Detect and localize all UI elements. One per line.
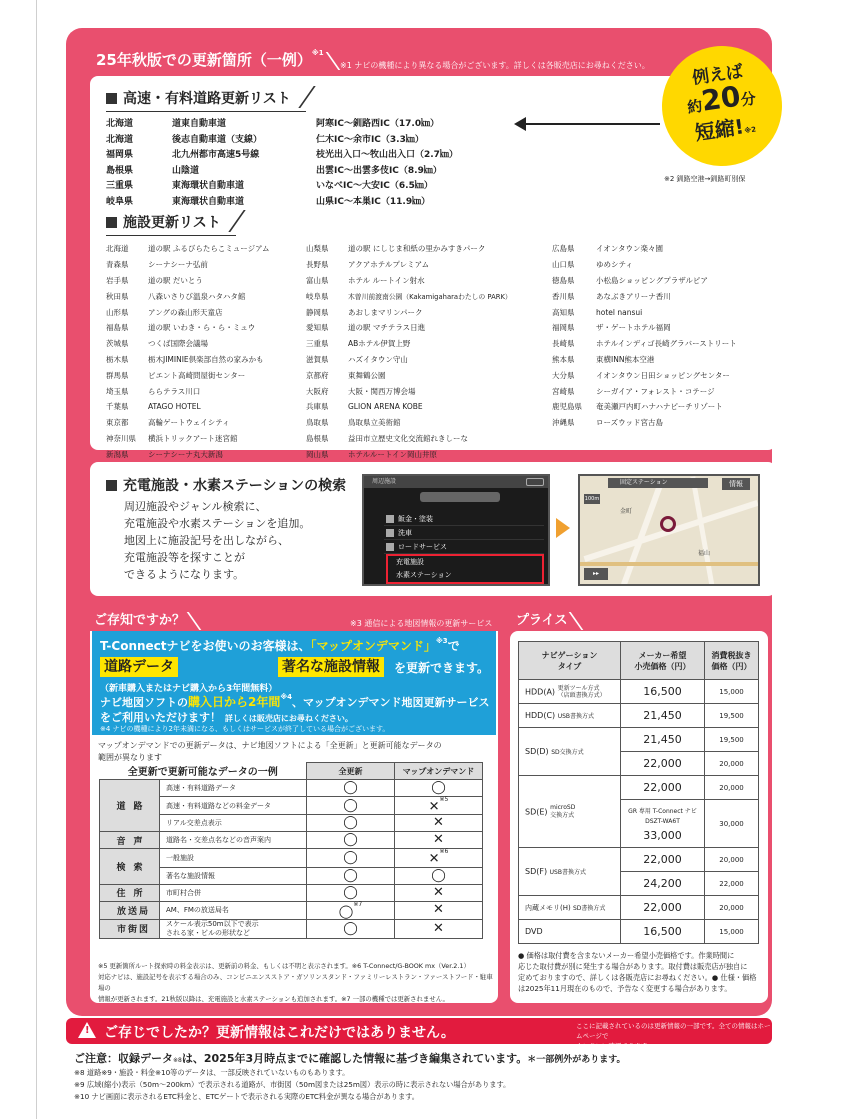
- table-row: 徳島県 小松島ショッピングプラザルピア: [552, 275, 708, 285]
- table-row: 山形県 アングの森山形天童店: [106, 307, 223, 317]
- note-2: ※2 釧路空港→釧路町別保: [664, 175, 746, 183]
- badge-line1: 例えば: [691, 61, 745, 89]
- screen-title-bar: 周辺施設: [364, 476, 548, 488]
- table-row: 愛知県 道の駅 マチテラス日進: [306, 323, 426, 333]
- facility-table-col2: [306, 241, 512, 462]
- table-row: 岐阜県 木曽川前渡南公園（Kakamigaharaわたしの PARK）: [306, 291, 512, 302]
- facility-table-col1: [106, 241, 270, 462]
- table-row: 市街図 スケール表示50m以下で表示 される家・ビルの形状など ◯ ✕: [100, 919, 483, 938]
- table-row: GR 専用 T-Connect ナビ DSZT-WA6T 33,000 30,000: [519, 800, 759, 848]
- table-row: リアル交差点表示 ◯ ✕: [100, 815, 483, 832]
- menu-icon: [386, 515, 394, 523]
- tconnect-line1: T-Connectナビをお使いのお客様は、「マップオンデマンド」$^{※3}$で: [100, 637, 460, 653]
- page-edge-line: [36, 0, 37, 1119]
- highlighted-menu: [386, 554, 544, 584]
- table-row: 滋賀県 ハズイタウン守山: [306, 354, 408, 364]
- table-row: 兵庫県 GLION ARENA KOBE: [306, 402, 423, 412]
- footnote-9: ※9 広域(縮小)表示（50m〜200km）で表示される道路が、市街図（50m図または25m図）表示の時に表示されない場合があります。: [74, 1080, 511, 1089]
- table-row: 住所 市町村合併 ◯ ✕: [100, 884, 483, 901]
- tconnect-line3: （新車購入またはナビ購入から3年間無料）: [100, 684, 278, 694]
- table-row: HDD(C) USB書換方式 21,450 19,500: [519, 704, 759, 728]
- table-row: 高知県 hotel nansui: [552, 307, 643, 317]
- badge-line3: 短縮!※2: [693, 114, 757, 145]
- table-row: 岐阜県 東海環状自動車道 山県IC～本巣IC（11.9㎞）: [106, 196, 431, 207]
- banner-side-text: ここに記載されているのは更新情報の一部です。全ての情報はホームページで カンタンに確認できます。 https://toyota.jp/dop/navisoft/update: [576, 1022, 771, 1060]
- table-row: 熊本県 東横INN熊本空港: [552, 354, 655, 364]
- table-row: 京都府 東舞鶴公園: [306, 370, 386, 380]
- menu-item-hydrogen: 水素ステーション: [396, 571, 452, 579]
- table-row: 長崎県 ホテルインディゴ長崎グラバーストリート: [552, 339, 737, 349]
- square-icon: [106, 93, 117, 104]
- table-row: 神奈川県 横浜トリックアート迷宮館: [106, 433, 238, 443]
- map-on-demand-explanation: マップオンデマンドでの更新データは、ナビ地図ソフトによる「全更新」と更新可能なデータの 範囲が異なります: [98, 741, 442, 762]
- table-row: 福岡県 ザ・ゲートホテル福岡: [552, 323, 671, 333]
- price-section-title: プライス: [516, 609, 577, 630]
- map-scale: 100m: [584, 496, 600, 502]
- menu-icon: [386, 529, 394, 537]
- update-title-text: 25年秋版での更新箇所（一例）: [96, 51, 312, 69]
- table-row: 新潟県 シーナシーナ丸大新潟: [106, 449, 223, 459]
- table-row: 放送局 AM、FMの放送局名 ◯$^{※7}$ ✕: [100, 901, 483, 919]
- note-1: ※1 ナビの機種により異なる場合がございます。詳しくは各販売店にお尋ねください。: [340, 61, 650, 70]
- note-3: ※3 通信による地図情報の更新サービス: [350, 619, 493, 628]
- tconnect-line6: ※4 ナビの機種により2年未満になる、もしくはサービスが終了している場合がございます。: [100, 725, 390, 733]
- price-footnotes: ● 価格は取付費を含まないメーカー希望小売価格です。作業時間に 応じた取付費が別に発生する場合があります。取付費は販売店が独自に 定めておりますので、詳しくは各販売店にお尋ねください。● 仕様・価格 は2025年11月現在のもので、予告なく変更する場合があります。: [518, 951, 757, 993]
- arrow-line: [520, 123, 660, 125]
- table-row: 内蔵メモリ(H) SD書換方式 22,000 20,000: [519, 896, 759, 920]
- table-row: 島根県 益田市立歴史文化交流館れきしーな: [306, 433, 468, 443]
- update-url-link[interactable]: カンタンに確認できます。 https://toyota.jp/dop/navisoft/update: [576, 1042, 696, 1060]
- table-row: 沖縄県 ローズウッド宮古島: [552, 418, 663, 428]
- menu-item: 洗車: [384, 526, 544, 540]
- table-row: 長野県 アクアホテルプレミアム: [306, 260, 430, 270]
- table-row: 茨城県 つくば国際会議場: [106, 339, 208, 349]
- map-button: ▸▸: [584, 568, 608, 580]
- tconnect-line4: ナビ地図ソフトの購入日から2年間$^{※4}$、マップオンデマンド地図更新サービス: [100, 693, 490, 709]
- table-row: 高速・有料道路などの料金データ ◯ ✕$^{※5}$: [100, 797, 483, 815]
- table-row: 富山県 ホテル ルートイン射水: [306, 275, 425, 285]
- nav-screen-menu: [362, 474, 550, 586]
- facility-heading-text: 施設更新リスト: [123, 215, 221, 231]
- cursor-icon: [660, 516, 676, 532]
- table-row: 山口県 ゆめシティ: [552, 260, 633, 270]
- caution-line: ご注意：収録データ※8は、2025年3月時点までに確認した情報に基づき編集されています。＊一部例外があります。: [74, 1052, 626, 1065]
- highlight-facility-info: 著名な施設情報: [278, 657, 384, 677]
- table-row: 秋田県 八森いさりび温泉ハタハタ館: [106, 291, 246, 301]
- table-row: 群馬県 ビエント高崎問屋街センター: [106, 370, 246, 380]
- highlight-road-data: 道路データ: [100, 657, 178, 677]
- table-row: 鳥取県 鳥取県立美術館: [306, 418, 401, 428]
- table-row: SD(D) SD交換方式 21,450 19,500: [519, 728, 759, 752]
- table-row: 24,200 22,000: [519, 872, 759, 896]
- table-row: 北海道 後志自動車道（支線） 仁木IC～余市IC（3.3㎞）: [106, 134, 424, 145]
- table-row: 島根県 山陰道 出雲IC～出雲多伎IC（8.9㎞）: [106, 165, 442, 176]
- square-icon: [106, 480, 117, 491]
- table-row: 著名な施設情報 ◯ ◯: [100, 867, 483, 884]
- next-arrow-icon: [556, 518, 570, 538]
- charging-heading: [106, 475, 346, 495]
- table-row: 北海道 道東自動車道 阿寒IC～釧路西IC（17.0㎞）: [106, 119, 440, 130]
- banner-text: ご存じでしたか？更新情報はこれだけではありません。: [104, 1025, 455, 1041]
- table-row: 埼玉県 ららテラス川口: [106, 386, 201, 396]
- update-title-mark: ※1: [311, 49, 324, 57]
- table-row: 三重県 ABホテル伊賀上野: [306, 339, 411, 349]
- tconnect-line5: をご利用いただけます！ 詳しくは販売店にお尋ねください。: [100, 711, 353, 724]
- square-icon: [106, 217, 117, 228]
- table-row: 三重県 東海環状自動車道 いなべIC～大安IC（6.5㎞）: [106, 181, 433, 192]
- menu-item: 飯金・塗装: [384, 512, 544, 526]
- table-row: 福島県 道の駅 いわき・ら・ら・ミュウ: [106, 323, 256, 333]
- tconnect-line2: を更新できます。: [394, 661, 490, 675]
- table-row: 岩手県 道の駅 だいとう: [106, 275, 203, 285]
- tconnect-box: [92, 631, 496, 735]
- nav-screen-map: [578, 474, 760, 586]
- highway-heading-text: 高速・有料道路更新リスト: [123, 91, 291, 107]
- table-row: 検索 一般施設 ◯ ✕$^{※6}$: [100, 849, 483, 867]
- table-header-row: ナビゲーション タイプ メーカー希望 小売価格（円） 消費税抜き 価格（円）: [519, 642, 759, 680]
- table-row: DVD 16,500 15,000: [519, 920, 759, 944]
- warning-icon: !: [78, 1022, 96, 1038]
- table-row: 大阪府 大阪・関西万博会場: [306, 386, 416, 396]
- facility-heading: [106, 212, 221, 232]
- badge-line2: 約20分: [686, 79, 757, 118]
- charging-heading-text: 充電施設・水素ステーションの検索: [123, 478, 347, 494]
- comparison-table: [99, 762, 483, 939]
- table-row: 青森県 シーナシーナ弘前: [106, 260, 208, 270]
- info-button: 情報: [722, 478, 750, 490]
- table-row: 宮崎県 シーガイア・フォレスト・コテージ: [552, 386, 715, 396]
- know-footnotes: ※5 更新箇所ルート探索時の料金表示は、更新前の料金、もしくは不明と表示されます。※6 T-Connect/G-BOOK mx（Ver.2.1） 対応ナビは、施設記号を表示する場合のみ、コンビニエンスストア・ガソリンスタンド・ファミリーレストラン・ファーストフード・駐車場の 情報が更新されます。21秋版以降は、充電施設と水素ステーションも追加されます。※7 一部の機種では更新されません。: [98, 962, 493, 1003]
- charging-description: 周辺施設やジャンル検索に、 充電施設や水素ステーションを追加。 地図上に施設記号を出しながら、 充電施設等を探すことが できるようになります。: [124, 500, 311, 581]
- table-row: HDD(A) 更新ツール方式 （店頭書換方式） 16,500 15,000: [519, 680, 759, 704]
- map-title: 固定ステーション: [608, 478, 708, 488]
- table-row: 音声 道路名・交差点名などの音声案内 ◯ ✕: [100, 832, 483, 849]
- table-row: 広島県 イオンタウン楽々園: [552, 244, 663, 254]
- table-row: 栃木県 栃木JIMINIE倶楽部自然の家みかも: [106, 354, 264, 364]
- table-header-row: 全更新で更新可能なデータの一例 全更新 マップオンデマンド: [100, 763, 483, 780]
- table-row: 22,000 20,000: [519, 752, 759, 776]
- screen-tab: [420, 492, 500, 502]
- know-section-title: ご存知ですか？: [94, 609, 195, 630]
- table-row: 静岡県 あおしまマリンパーク: [306, 307, 423, 317]
- highway-heading: [106, 88, 291, 108]
- table-row: 大分県 イオンタウン日田ショッピングセンター: [552, 370, 730, 380]
- table-row: 千葉県 ATAGO HOTEL: [106, 402, 201, 412]
- menu-item: ロードサービス: [384, 540, 544, 554]
- footnote-8: ※8 道路※9・施設・料金※10等のデータは、一部反映されていないものもあります。: [74, 1068, 350, 1077]
- table-row: 香川県 あなぶきアリーナ香川: [552, 291, 671, 301]
- menu-icon: [386, 543, 394, 551]
- table-row: SD(F) USB書換方式 22,000 20,000: [519, 848, 759, 872]
- table-row: 岡山県 ホテルルートイン岡山井原: [306, 449, 438, 459]
- back-icon: [526, 478, 544, 486]
- menu-item-charging: 充電施設: [396, 558, 424, 566]
- footnote-10: ※10 ナビ画面に表示されるETC料金と、ETCゲートで表示される実際のETC料金が異なる場合があります。: [74, 1092, 419, 1101]
- table-row: 鹿児島県 奄美瀬戸内町ハナハナピーチリゾート: [552, 402, 723, 412]
- table-row: 北海道 道の駅 ふるびらたらこミュージアム: [106, 244, 270, 254]
- update-section-title: [96, 49, 334, 70]
- table-row: 道路 高速・有料道路データ ◯ ◯: [100, 780, 483, 797]
- table-row: SD(E) microSD 交換方式 22,000 20,000: [519, 776, 759, 800]
- table-row: 山梨県 道の駅 にしじま和紙の里かみすきパーク: [306, 244, 486, 254]
- highway-table: [106, 115, 458, 208]
- map-place: 金町: [620, 508, 633, 515]
- map-place: 福山: [698, 550, 711, 557]
- table-row: 福岡県 北九州都市高速5号線 枝光出入口～牧山出入口（2.7㎞）: [106, 150, 458, 161]
- arrow-left-icon: [514, 117, 526, 131]
- table-row: 東京都 高輪ゲートウェイシティ: [106, 418, 230, 428]
- price-table: [518, 641, 759, 944]
- facility-table-col3: [552, 241, 737, 431]
